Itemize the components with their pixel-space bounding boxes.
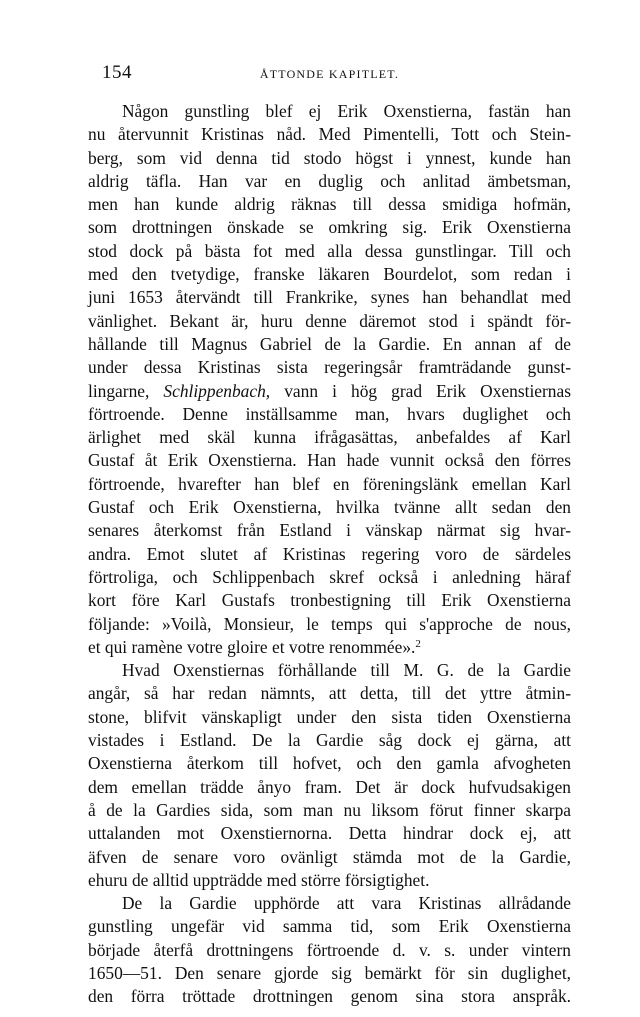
text-line [88, 636, 571, 659]
text-line: vänlighet. Bekant är, huru denne däremot stod i spändt för- [88, 310, 571, 331]
text-line: ärlighet med skäl kunna ifrågasättas, anbefaldes af Karl [88, 427, 571, 448]
text-line: Hvad Oxenstiernas förhållande till M. G. de la Gardie [122, 660, 571, 681]
text-line: Någon gunstling blef ej Erik Oxenstierna, fastän han [122, 101, 571, 121]
text-line: den förra tröttade drottningen genom sina stora anspråk. [88, 986, 571, 1007]
text-line: 1650—51. Den senare gjorde sig bemärkt för sin duglighet, [88, 962, 571, 983]
text-line-with-italic [88, 380, 571, 403]
text-line: Oxenstierna återkom till hofvet, och den gamla afvogheten [88, 753, 571, 774]
paragraph-1 [88, 100, 571, 659]
page-number: 154 [102, 62, 132, 83]
text-segment: et qui ramène votre gloire et votre renommée». [88, 636, 416, 657]
text-line: vistades i Estland. De la Gardie såg dock ej gärna, att [88, 730, 571, 751]
text-line: aldrig täfla. Han var en duglig och anlitad ämbetsman, [88, 170, 571, 191]
text-line: dem emellan trädde ånyo fram. Det är dock hufvudsakigen [88, 776, 571, 797]
text-line: Gustaf och Erik Oxenstierna, hvilka tvänne allt sedan den [88, 497, 571, 518]
text-line: började återfå drottningens förtroende d. v. s. under vintern [88, 939, 571, 960]
text-line: hållande till Magnus Gabriel de la Gardie. En annan af de [88, 333, 571, 354]
text-line: men han kunde aldrig räknas till dessa smidiga hofmän, [88, 194, 571, 215]
text-line: förtroliga, och Schlippenbach skref också i anledning häraf [88, 566, 571, 587]
text-segment: vann i hög grad Erik Oxenstiernas [270, 380, 571, 401]
body-text [88, 100, 571, 1009]
footnote-mark[interactable]: 2 [415, 637, 421, 650]
paragraph-3 [88, 892, 571, 1008]
italic-name: Schlippenbach, [163, 380, 271, 401]
text-line: juni 1653 återvändt till Frankrike, synes han behandlat med [88, 287, 571, 308]
page-header [88, 62, 571, 86]
text-line: stone, blifvit vänskapligt under den sista tiden Oxenstierna [88, 706, 571, 727]
text-line: äfven de senare voro ovänligt stämda mot de la Gardie, [88, 846, 571, 867]
text-line: förtroende. Denne inställsamme man, hvars duglighet och [88, 403, 571, 424]
text-line: följande: »Voilà, Monsieur, le temps qui s'approche de nous, [88, 613, 571, 634]
text-line: De la Gardie upphörde att vara Kristinas allrådande [122, 893, 571, 914]
text-line: senares återkomst från Estland i vänskap närmat sig hvar- [88, 520, 571, 541]
text-line: stod dock på bästa fot med alla dessa gunstlingar. Till och [88, 240, 571, 261]
text-line: Gustaf åt Erik Oxenstierna. Han hade vunnit också den förres [88, 450, 571, 471]
text-line: under dessa Kristinas sista regeringsår framträdande gunst- [88, 357, 571, 378]
text-line: nu återvunnit Kristinas nåd. Med Pimentelli, Tott och Stein- [88, 124, 571, 145]
text-line: kort före Karl Gustafs tronbestigning till Erik Oxenstierna [88, 590, 571, 611]
running-title: ÅTTONDE KAPITLET. [259, 67, 400, 81]
text-line: angår, så har redan nämnts, att detta, till det yttre åtmin- [88, 683, 571, 704]
book-page [88, 62, 571, 1009]
paragraph-2 [88, 659, 571, 892]
text-line: ehuru de alltid uppträdde med större försigtighet. [88, 869, 430, 890]
text-line: berg, som vid denna tid stodo högst i ynnest, kunde han [88, 147, 571, 168]
text-line: andra. Emot slutet af Kristinas regering voro de särdeles [88, 543, 571, 564]
text-line: med den tvetydige, franske läkaren Bourdelot, som redan i [88, 264, 571, 285]
text-line: uttalanden mot Oxenstiernorna. Detta hindrar dock ej, att [88, 823, 571, 844]
text-line: gunstling ungefär vid samma tid, som Erik Oxenstierna [88, 916, 571, 937]
text-line: å de la Gardies sida, som man nu liksom förut finner skarpa [88, 799, 571, 820]
text-line: som drottningen önskade se omkring sig. Erik Oxenstierna [88, 217, 571, 238]
text-line: förtroende, hvarefter han blef en föreningslänk emellan Karl [88, 473, 571, 494]
text-segment: lingarne, [88, 380, 164, 401]
